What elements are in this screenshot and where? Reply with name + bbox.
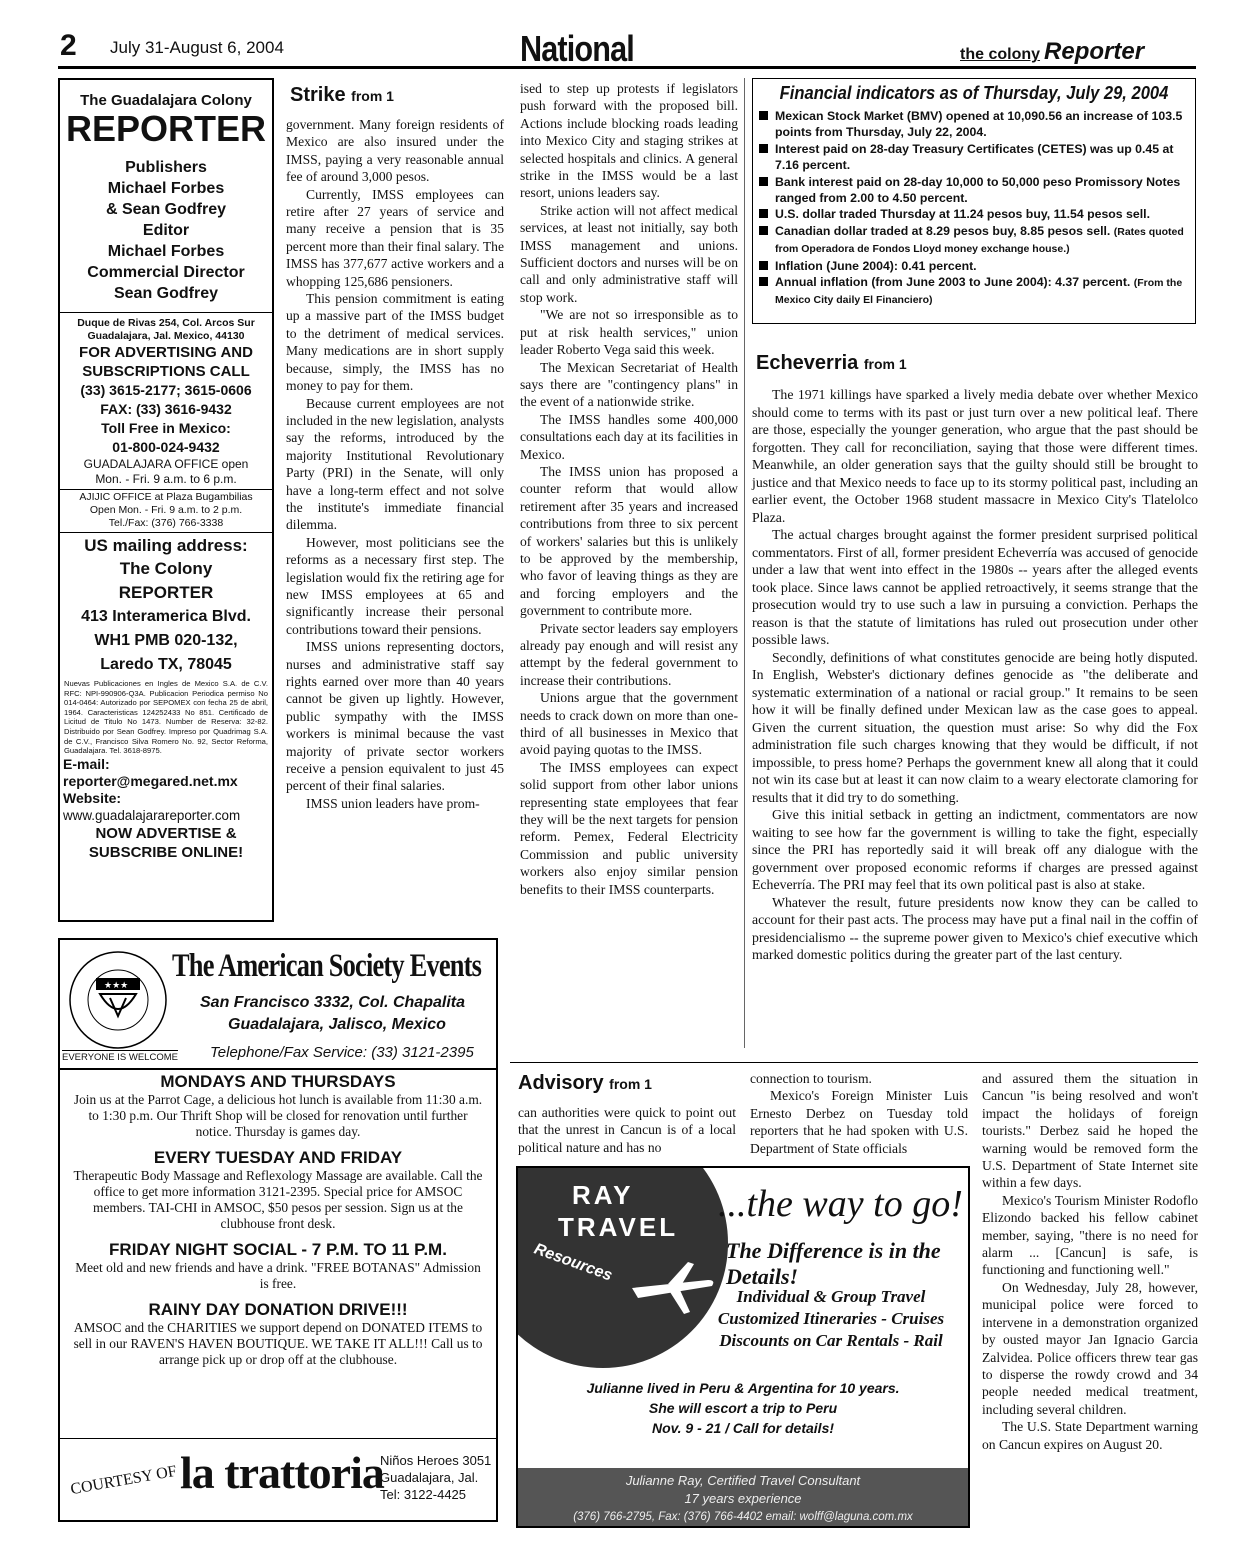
financial-item — [759, 206, 1189, 222]
bullet-square-icon — [759, 277, 768, 286]
strike-column-2 — [520, 80, 738, 898]
strike-jump: from 1 — [351, 88, 394, 104]
amsoc-section-body: Therapeutic Body Massage and Reflexology Massage are available. Call the office to get more information 3121-2395. Special price for AMSOC members. TAI-CHI in AMSOC, $50 pesos per session. Sign us at the clubhouse front desk. — [73, 1168, 483, 1231]
gdl-office-1: GUADALAJARA OFFICE open — [83, 457, 249, 471]
financial-item-text — [775, 206, 1150, 222]
legal-notice: Nuevas Publicaciones en Ingles de Mexico S.A. de C.V. RFC: NPI-990906-Q3A. Publicacion Periodica permiso No 014-0464: Autorizado por SEPOMEX con fecha 25 de abril, 1964. Caracteristicas 124252433 No 851. Certificado de Licitud de Titulo No 1473. Number de Reserva: 32-82. Distribuido por Sean Godfrey. Impreso por Quadrimag S.A. de C.V., Francisco Silva Romero No. 92, Sector Reforma, Guadalajara. Tel. 3618-8975. — [64, 679, 268, 756]
trattoria-phone[interactable]: Tel: 3122-4425 — [380, 1487, 467, 1502]
advisory-paragraph: connection to tourism. — [750, 1071, 872, 1086]
commercial-name: Sean Godfrey — [113, 285, 219, 302]
tollfree-label: Toll Free in Mexico: — [101, 420, 231, 436]
financial-item-value: U.S. dollar traded Thursday at 11.24 pesos buy, 11.54 pesos sell. — [775, 207, 1150, 222]
us-address-5: Laredo TX, 78045 — [100, 656, 232, 673]
bullet-square-icon — [759, 177, 768, 186]
financial-item-text — [775, 141, 1189, 174]
advisory-paragraph: and assured them the situation in Cancun "is being resolved and won't impact the holidays of foreign tourists." Derbez said he hoped the warning would be removed form the U.S. Department of State Internet site within a few days. — [982, 1071, 1198, 1191]
amsoc-section-body: Join us at the Parrot Cage, a delicious hot lunch is available from 11:30 a.m. to 1:30 p.m. Our Thrift Shop will be closed for renovation until further notice. Thursday is games day. — [73, 1092, 483, 1139]
ray-peru-line: Julianne lived in Peru & Argentina for 10 years. — [586, 1380, 900, 1396]
financial-item-value: Mexican Stock Market (BMV) opened at 10,090.56 an increase of 103.5 points from Thursday, July 22, 2004. — [775, 109, 1183, 140]
strike-paragraph: The IMSS union has proposed a counter reform that would allow retirement after 35 years and increased contributions from three to six percent of workers' salaries but this is unlikely to be approved by the membership, who favor of leaving things as they are and forcing employers and the government to contribute more. — [520, 463, 738, 619]
email-label: E-mail: — [63, 755, 110, 772]
amsoc-section-title: MONDAYS AND THURSDAYS — [160, 1072, 396, 1091]
strike-paragraph: IMSS unions representing doctors, nurses and administrative staff say rights earned over more than 40 years cannot be given up lightly. However, public sympathy with the IMSS workers is minimal because the vast majority of private sector workers receive a pension equivalent to just 45 percent of their final salaries. — [286, 639, 504, 794]
strike-paragraph: Strike action will not affect medical services, at least not initially, say both IMSS management and unions. Sufficient doctors and nurses will be on call and only administrative staff will stop work. — [520, 202, 738, 305]
strike-paragraph: However, most politicians see the reforms as a necessary first step. The legislation would fix the retiring age for new IMSS employees at 65 and significantly increase their personal contributions toward their pensions. — [286, 534, 504, 637]
ray-footer-line: 17 years experience — [684, 1491, 802, 1506]
echeverria-headline-text: Echeverria — [756, 352, 859, 374]
strike-paragraph: The IMSS handles some 400,000 consultations each day at its facilities in Mexico. — [520, 411, 738, 462]
ray-peru — [518, 1378, 968, 1438]
advisory-paragraph: Mexico's Tourism Minister Rodoflo Elizondo backed his fellow cabinet member, saying, "there is no need for alarm ... [Cancun] is safe, is functioning and functioning well." — [982, 1192, 1198, 1278]
financial-item-note: (Rates quoted from Operadora de Fondos Lloyd money exchange house.) — [775, 225, 1184, 256]
ray-contact[interactable]: (376) 766-2795, Fax: (376) 766-4402 email: wolff@laguna.com.mx — [573, 1511, 913, 1523]
financial-item-text — [775, 258, 977, 274]
amsoc-section-body: Meet old and new friends and have a drink. "FREE BOTANAS" Admission is free. — [75, 1260, 481, 1291]
paper-nameplate — [960, 38, 1144, 66]
echeverria-jump: from 1 — [863, 356, 907, 372]
advisory-paragraph: The U.S. State Department warning on Cancun expires on August 20. — [982, 1419, 1198, 1452]
ray-logo-line-3: Resources — [531, 1240, 615, 1285]
amsoc-section-title: EVERY TUESDAY AND FRIDAY — [153, 1148, 403, 1167]
advisory-col-1 — [518, 1104, 736, 1156]
financial-item — [759, 108, 1189, 141]
bullet-square-icon — [759, 111, 768, 120]
financial-item — [759, 258, 1189, 274]
echeverria-paragraph: Whatever the result, future presidents now know they can be called to account for their past acts. The process may have put a final nail in the coffin of presidencialismo -- the supreme power given to Mexico's chief executive which marked domestic politics during the greater part of the last century. — [752, 894, 1198, 962]
ray-slogan: ...the way to go! — [718, 1183, 963, 1225]
ray-travel-ad — [516, 1166, 970, 1528]
amsoc-seal-icon — [66, 948, 170, 1052]
strike-paragraph: government. Many foreign residents of Mexico are also insured under the IMSS, paying a very reasonable annual fee of around 3,000 pesos. — [286, 117, 504, 185]
financial-title: Financial indicators as of Thursday, July 29, 2004 — [779, 83, 1169, 103]
tollfree-number[interactable]: 01-800-024-9432 — [112, 439, 220, 455]
echeverria-paragraph: Give this initial setback in getting an indictment, commentators are now waiting to see how far the government is willing to take the fight, especially since the PRI has reportedly said it will break off any dialogue with the government over proposed economic reforms if charges are pressed against Echeverría. The PRI may feel that its own political past is also at stake. — [752, 807, 1198, 892]
ray-tagline: The Difference is in the Details! — [726, 1238, 941, 1289]
us-address-4: WH1 PMB 020-132, — [94, 632, 238, 649]
section-title: National — [520, 28, 634, 69]
ray-logo-line-1: RAY — [572, 1180, 634, 1210]
ray-footer — [518, 1468, 968, 1526]
nameplate-small: the colony — [960, 46, 1041, 63]
ray-services — [696, 1286, 966, 1352]
financial-item — [759, 141, 1189, 174]
publishers-label: Publishers — [125, 159, 207, 176]
echeverria-paragraph: The actual charges brought against the former president surprised political commentators. First of all, former president Echeverría was accused of genocide under a law that went into effect in the 1980s -- years after the alleged events took place. Since laws cannot be applied retroactively, it seems strange that the prosecution would try to use such a law in pursuing a conviction. Perhaps the reason is that the statute of limitations has ruled out prosecution under other possible laws. — [752, 527, 1198, 647]
masthead-title: REPORTER — [65, 108, 267, 149]
fax-number: FAX: (33) 3616-9432 — [100, 401, 232, 417]
echeverria-body — [752, 386, 1198, 964]
financial-item-text — [775, 223, 1189, 258]
ray-service-item: Discounts on Car Rentals - Rail — [719, 1331, 943, 1350]
masthead-org: The Guadalajara Colony — [80, 92, 252, 109]
financial-list — [759, 108, 1189, 309]
svg-text:★★★: ★★★ — [104, 981, 129, 991]
strike-paragraph: Currently, IMSS employees can retire after 27 years of service and many receive a pension that is 35 percent more than their final salary. The IMSS has 377,677 active workers and a whopping 125,686 pensioners. — [286, 186, 504, 289]
commercial-label: Commercial Director — [87, 264, 245, 281]
masthead-box — [58, 78, 274, 922]
amsoc-address-1: San Francisco 3332, Col. Chapalita — [200, 994, 465, 1011]
amsoc-section-title: RAINY DAY DONATION DRIVE!!! — [148, 1300, 408, 1319]
financial-item — [759, 174, 1189, 207]
cta-line-1: NOW ADVERTISE & — [95, 824, 237, 842]
amsoc-ad — [58, 938, 498, 1522]
header-rule — [58, 66, 1196, 69]
us-mailing-label: US mailing address: — [84, 536, 248, 555]
strike-headline-text: Strike — [290, 84, 346, 106]
amsoc-events — [70, 1072, 486, 1368]
strike-paragraph: Private sector leaders say employers already pay enough and will resist any attempt by the federal government to increase their contributions. — [520, 620, 738, 688]
page-number: 2 — [60, 29, 77, 62]
financial-box — [752, 78, 1196, 324]
advisory-headline-text: Advisory — [518, 1072, 604, 1094]
publisher-2: & Sean Godfrey — [105, 201, 227, 218]
ray-logo-line-2: TRAVEL — [558, 1212, 679, 1242]
strike-paragraph: IMSS union leaders have prom- — [306, 795, 480, 811]
us-address-3: 413 Interamerica Blvd. — [81, 608, 251, 625]
amsoc-section-title: FRIDAY NIGHT SOCIAL - 7 P.M. TO 11 P.M. — [109, 1240, 447, 1259]
bullet-square-icon — [759, 261, 768, 270]
email-link[interactable]: reporter@megared.net.mx — [63, 772, 238, 789]
us-address-2: REPORTER — [118, 583, 214, 602]
website-link[interactable]: www.guadalajarareporter.com — [63, 807, 241, 823]
section-rule — [510, 1062, 1198, 1063]
financial-item-text — [775, 274, 1189, 309]
ajijic-office-1: AJIJIC OFFICE at Plaza Bugambilias — [79, 491, 253, 503]
phone-numbers[interactable]: (33) 3615-2177; 3615-0606 — [80, 382, 252, 398]
financial-item-value: Canadian dollar traded at 8.29 pesos buy, 8.85 pesos sell. — [775, 223, 1111, 238]
editor-label: Editor — [142, 222, 190, 239]
us-address-1: The Colony — [119, 559, 213, 578]
ray-service-item: Customized Itineraries - Cruises — [717, 1309, 945, 1328]
echeverria-paragraph: Secondly, definitions of what constitutes genocide are being hotly disputed. In English, Webster's dictionary defines genocide as "the deliberate and systematic extermination of a national or racial group." It remains to be seen how it will be finally defined under Mexican law as the case goes to appeal. Given the current situation, the question must arise: So why did the Fox administration file such charges knowing that they would be difficult, if not impossible, to press home? Perhaps the government knew all along that it could not win its case but at least it can now claim to a weary electorate clamoring for results that it did try to do something. — [752, 649, 1198, 805]
strike-paragraph: Because current employees are not included in the new legislation, analysts say the reforms, introduced by the majority Institutional Revolutionary Party (PRI) in the Senate, will only have a long-term effect and not solve the institute's immediate financial dilemma. — [286, 395, 504, 533]
echeverria-paragraph: The 1971 killings have sparked a lively media debate over whether Mexico should come to terms with its past or just turn over a new political leaf. There are those, especially the younger generation, who argue that the past should be forgotten. They call for reconciliation, saying that those were different times. Meanwhile, an older generation says that the guilty should still be brought to justice and that Mexico needs to face up to its stormy political past, including an earlier event, the October 1968 student massacre in Mexico City's Tlatelolco Plaza. — [752, 387, 1198, 525]
nameplate-big: Reporter — [1044, 38, 1145, 65]
editor-name: Michael Forbes — [107, 243, 225, 260]
publisher-1: Michael Forbes — [107, 180, 225, 197]
financial-item-value: Annual inflation (from June 2003 to June 2004): 4.37 percent. — [775, 275, 1131, 290]
advisory-paragraph: On Wednesday, July 28, however, municipal police were forced to intervene in a demonstration organized by ousted mayor Jan Ignacio Garcia Zalvidea. Police officers threw tear gas to disperse the rowdy crowd and 34 people needed medical treatment, including several children. — [982, 1279, 1198, 1417]
financial-item — [759, 274, 1189, 309]
echeverria-headline — [756, 352, 907, 375]
financial-item-text — [775, 108, 1189, 141]
issue-date: July 31-August 6, 2004 — [110, 38, 284, 57]
financial-item-value: Bank interest paid on 28-day 10,000 to 50,000 peso Promissory Notes ranged from 2.00 to 4.50 percent. — [775, 174, 1181, 206]
strike-paragraph: The IMSS employees can expect solid support from other labor unions representing state employees that fear they will be the next targets for pension reform. Pemex, Federal Electricity Commission and public university workers also enjoy similar pension benefits to their IMSS counterparts. — [520, 759, 738, 897]
advisory-col-2 — [750, 1070, 968, 1157]
strike-paragraph: "We are not so irresponsible as to put at risk health services," union leader Roberto Vega said this week. — [520, 307, 738, 358]
amsoc-address-2: Guadalajara, Jalisco, Mexico — [228, 1016, 446, 1033]
ray-peru-line: Nov. 9 - 21 / Call for details! — [651, 1420, 835, 1436]
ray-peru-line: She will escort a trip to Peru — [648, 1400, 838, 1416]
amsoc-phone[interactable]: Telephone/Fax Service: (33) 3121-2395 — [210, 1044, 474, 1061]
ray-footer-line: Julianne Ray, Certified Travel Consultant — [625, 1473, 861, 1488]
bullet-square-icon — [759, 226, 768, 235]
financial-item-value: Inflation (June 2004): 0.41 percent. — [775, 258, 977, 273]
trattoria-address-line: Niños Heroes 3051 — [380, 1453, 492, 1468]
column-rule — [744, 78, 745, 1048]
gdl-office-2: Mon. - Fri. 9 a.m. to 6 p.m. — [95, 472, 237, 486]
address-line-1: Duque de Rivas 254, Col. Arcos Sur — [77, 317, 255, 329]
advisory-paragraph: can authorities were quick to point out that the unrest in Cancun is of a local political nature and has no — [518, 1105, 736, 1155]
bullet-square-icon — [759, 209, 768, 218]
cta-line-2: SUBSCRIBE ONLINE! — [88, 843, 244, 861]
ajijic-office-2: Open Mon. - Fri. 9 a.m. to 2 p.m. — [89, 504, 243, 516]
strike-paragraph: Unions argue that the government needs to crack down on more than one-third of all businesses in Mexico that avoid paying quotas to the IMSS. — [520, 690, 738, 758]
advisory-paragraph: Mexico's Foreign Minister Luis Ernesto Derbez on Tuesday told reporters that he had spoken with U.S. Department of State officials — [750, 1088, 968, 1156]
advisory-jump: from 1 — [609, 1076, 652, 1092]
advertising-label-2: SUBSCRIPTIONS CALL — [82, 363, 250, 380]
financial-item — [759, 223, 1189, 258]
strike-column-1 — [286, 116, 504, 812]
strike-paragraph: The Mexican Secretariat of Health says there are "contingency plans" in the event of a nationwide strike. — [520, 359, 738, 410]
amsoc-welcome: EVERYONE IS WELCOME — [62, 1052, 178, 1063]
amsoc-section-body: AMSOC and the CHARITIES we support depend on DONATED ITEMS to sell in our RAVEN'S HAVEN BOUTIQUE. WE TAKE IT ALL!!! Call us to arrange pick up or drop off at the clubhouse. — [73, 1320, 483, 1367]
financial-item-text — [775, 174, 1189, 207]
amsoc-title: The American Society Events — [172, 948, 482, 984]
strike-headline — [290, 84, 394, 107]
trattoria-logo: la trattoria — [180, 1447, 384, 1498]
financial-item-value: Interest paid on 28-day Treasury Certificates (CETES) was up 0.45 at 7.16 percent. — [775, 141, 1174, 173]
advisory-headline — [518, 1072, 652, 1095]
ray-service-item: Individual & Group Travel — [736, 1287, 926, 1306]
advisory-col-3 — [982, 1070, 1198, 1453]
strike-paragraph: This pension commitment is eating up a massive part of the IMSS budget to the detriment of medical services. Many medications are in short supply because, simply, the IMSS has no money to pay for them. — [286, 291, 504, 394]
trattoria-address-line: Guadalajara, Jal. — [380, 1470, 479, 1485]
website-label: Website: — [63, 789, 122, 806]
financial-item-note: (From the Mexico City daily El Financiero) — [775, 277, 1183, 307]
courtesy-label: COURTESY OF — [69, 1462, 178, 1499]
bullet-square-icon — [759, 144, 768, 153]
address-line-2: Guadalajara, Jal. Mexico, 44130 — [87, 330, 245, 342]
ajijic-office-3: Tel./Fax: (376) 766-3338 — [108, 517, 224, 529]
strike-paragraph: ised to step up protests if legislators push forward with the proposed bill. Actions include blocking roads leading into Mexico City and staging strikes at selected hospitals and clinics. A general strike in the IMSS would be a last resort, unions leaders say. — [520, 81, 738, 201]
trattoria-address — [380, 1452, 491, 1503]
advertising-label-1: FOR ADVERTISING AND — [79, 344, 253, 361]
